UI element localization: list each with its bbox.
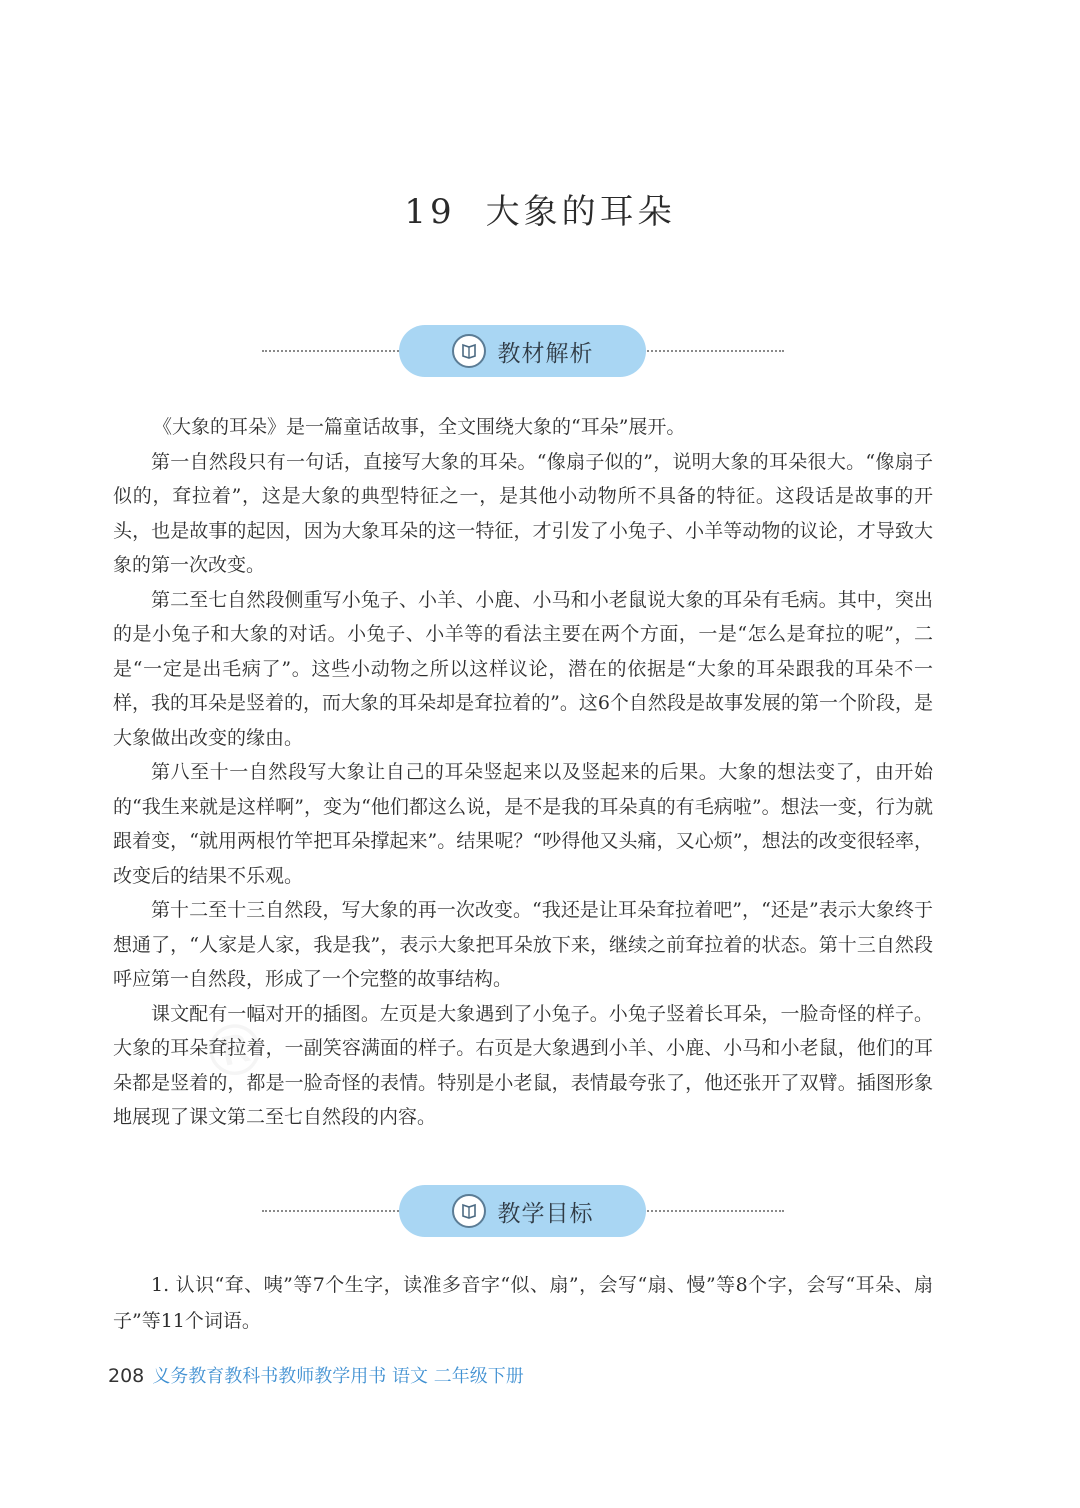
section-title-goals: 教学目标 (497, 1200, 594, 1227)
paragraph: 第一自然段只有一句话，直接写大象的耳朵。“像扇子似的”，说明大象的耳朵很大。“像扇子似的，耷拉着”，这是大象的典型特征之一，是其他小动物所不具备的特征。这段话是故事的开头，也是故事的起因，因为大象耳朵的这一特征，才引发了小兔子、小羊等动物的议论，才导致大象的第一次改变。 (113, 450, 933, 576)
lesson-title-text: 大象的耳朵 (485, 192, 676, 232)
paragraph: 第二至七自然段侧重写小兔子、小羊、小鹿、小马和小老鼠说大象的耳朵有毛病。其中，突出的是小兔子和大象的对话。小兔子、小羊等的看法主要在两个方面，一是“怎么是耷拉的呢”，二是“一定是出毛病了”。这些小动物之所以这样议论，潜在的依据是“大象的耳朵跟我的耳朵不一样，我的耳朵是竖着的，而大象的耳朵却是耷拉着的”。这6个自然段是故事发展的第一个阶段，是大象做出改变的缘由。 (113, 588, 933, 749)
banner-divider-right (644, 1210, 784, 1212)
paragraph: 《大象的耳朵》是一篇童话故事，全文围绕大象的“耳朵”展开。 (153, 416, 686, 438)
page-number: 208 (108, 1365, 145, 1387)
lesson-title (0, 184, 1080, 233)
goal-item: 1. 认识“耷、咦”等7个生字，读准多音字“似、扇”，会写“扇、慢”等8个字，会写“耳朵、扇子”等11个词语。 (113, 1274, 933, 1332)
banner-divider-right (644, 350, 784, 352)
watermark: ® (192, 1003, 278, 1099)
lesson-number: 19 (404, 192, 456, 232)
paragraph: 第八至十一自然段写大象让自己的耳朵竖起来以及竖起来的后果。大象的想法变了，由开始的“我生来就是这样啊”，变为“他们都这么说，是不是我的耳朵真的有毛病啦”。想法一变，行为就跟着变，“就用两根竹竿把耳朵撑起来”。结果呢？“吵得他又头痛，又心烦”，想法的改变很轻率，改变后的结果不乐观。 (113, 761, 933, 887)
book-icon (452, 334, 486, 368)
page-footer (108, 1362, 524, 1388)
goals-body (113, 1267, 933, 1339)
section-banner-goals (262, 1185, 784, 1237)
book-icon (452, 1194, 486, 1228)
banner-pill (399, 1185, 646, 1237)
banner-divider-left (262, 350, 402, 352)
paragraph: 课文配有一幅对开的插图。左页是大象遇到了小兔子。小兔子竖着长耳朵，一脸奇怪的样子。大象的耳朵耷拉着，一副笑容满面的样子。右页是大象遇到小羊、小鹿、小马和小老鼠，他们的耳朵都是竖着的，都是一脸奇怪的表情。特别是小老鼠，表情最夸张了，他还张开了双臂。插图形象地展现了课文第二至七自然段的内容。 (113, 1002, 933, 1128)
banner-pill (399, 325, 646, 377)
section-banner-analysis (262, 325, 784, 377)
analysis-body (113, 410, 933, 1135)
section-title-analysis: 教材解析 (497, 340, 594, 367)
banner-divider-left (262, 1210, 402, 1212)
book-title: 义务教育教科书教师教学用书 语文 二年级下册 (152, 1366, 524, 1387)
paragraph: 第十二至十三自然段，写大象的再一次改变。“我还是让耳朵耷拉着吧”，“还是”表示大象终于想通了，“人家是人家，我是我”，表示大象把耳朵放下来，继续之前耷拉着的状态。第十三自然段呼应第一自然段，形成了一个完整的故事结构。 (113, 899, 933, 990)
